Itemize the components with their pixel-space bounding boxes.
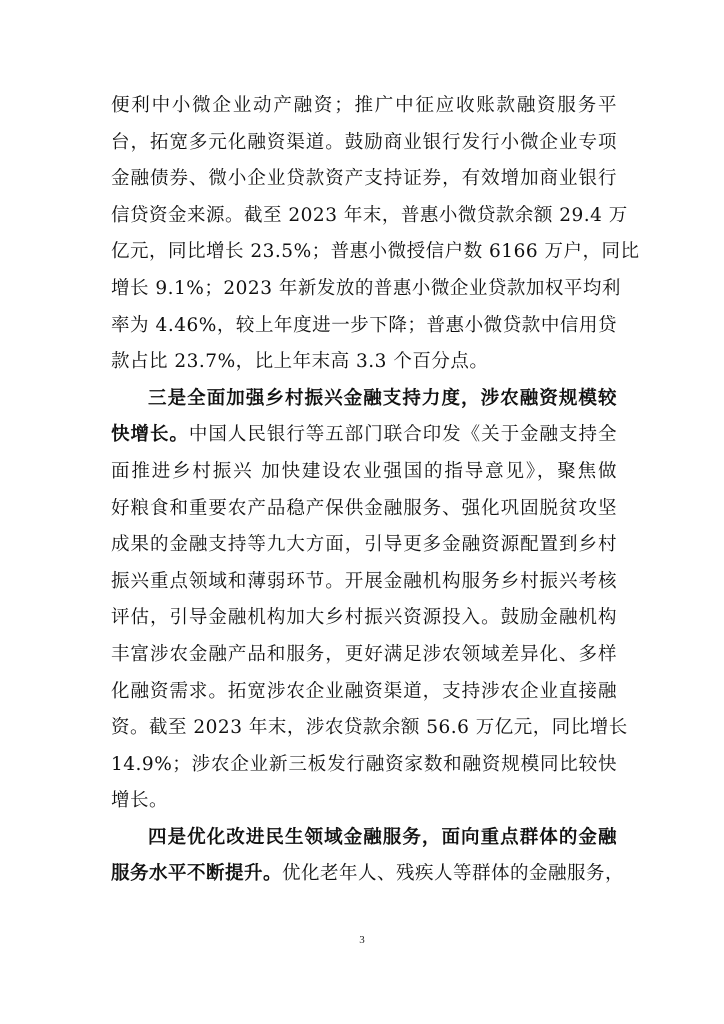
paragraph-line: 丰富涉农金融产品和服务，更好满足涉农领域差异化、多样 — [111, 643, 617, 665]
paragraph-line: 14.9%；涉农企业新三板发行融资家数和融资规模同比较快 — [111, 753, 617, 775]
section-heading: 三是全面加强乡村振兴金融支持力度，涉农融资规模较 — [148, 387, 617, 409]
document-body — [111, 88, 640, 893]
paragraph-line: 增长。 — [111, 790, 169, 812]
paragraph-text: 优化老年人、残疾人等群体的金融服务， — [282, 863, 625, 885]
paragraph-line: 金融债券、微小企业贷款资产支持证券，有效增加商业银行 — [111, 168, 617, 190]
paragraph-line: 款占比 23.7%，比上年末高 3.3 个百分点。 — [111, 351, 489, 373]
paragraph-line: 率为 4.46%，较上年度进一步下降；普惠小微贷款中信用贷 — [111, 314, 617, 336]
paragraph-line: 台，拓宽多元化融资渠道。鼓励商业银行发行小微企业专项 — [111, 131, 617, 153]
page-number: 3 — [359, 934, 365, 946]
section-heading-continued: 快增长。 — [111, 424, 189, 446]
paragraph-line: 面推进乡村振兴 加快建设农业强国的指导意见》，聚焦做 — [111, 460, 617, 482]
paragraph-line — [111, 856, 625, 893]
paragraph-line: 信贷资金来源。截至 2023 年末，普惠小微贷款余额 29.4 万 — [111, 204, 628, 226]
section-heading-continued: 服务水平不断提升。 — [111, 863, 283, 885]
paragraph-3 — [111, 820, 625, 893]
paragraph-line: 亿元，同比增长 23.5%；普惠小微授信户数 6166 万户，同比 — [111, 241, 640, 263]
paragraph-line: 化融资需求。拓宽涉农企业融资渠道，支持涉农企业直接融 — [111, 680, 617, 702]
section-heading: 四是优化改进民生领域金融服务，面向重点群体的金融 — [148, 826, 617, 848]
paragraph-line: 振兴重点领域和薄弱环节。开展金融机构服务乡村振兴考核 — [111, 570, 617, 592]
paragraph-text: 中国人民银行等五部门联合印发《关于金融支持全 — [188, 424, 617, 446]
paragraph-2 — [111, 381, 628, 820]
paragraph-line: 成果的金融支持等九大方面，引导更多金融资源配置到乡村 — [111, 534, 617, 556]
paragraph-line: 评估，引导金融机构加大乡村振兴资源投入。鼓励金融机构 — [111, 607, 617, 629]
paragraph-line: 增长 9.1%；2023 年新发放的普惠小微企业贷款加权平均利 — [111, 277, 621, 299]
paragraph-1 — [111, 88, 640, 381]
paragraph-line: 便利中小微企业动产融资；推广中征应收账款融资服务平 — [111, 95, 617, 116]
paragraph-line — [111, 417, 617, 454]
paragraph-line: 资。截至 2023 年末，涉农贷款余额 56.6 万亿元，同比增长 — [111, 717, 628, 739]
paragraph-line: 好粮食和重要农产品稳产保供金融服务、强化巩固脱贫攻坚 — [111, 497, 617, 519]
